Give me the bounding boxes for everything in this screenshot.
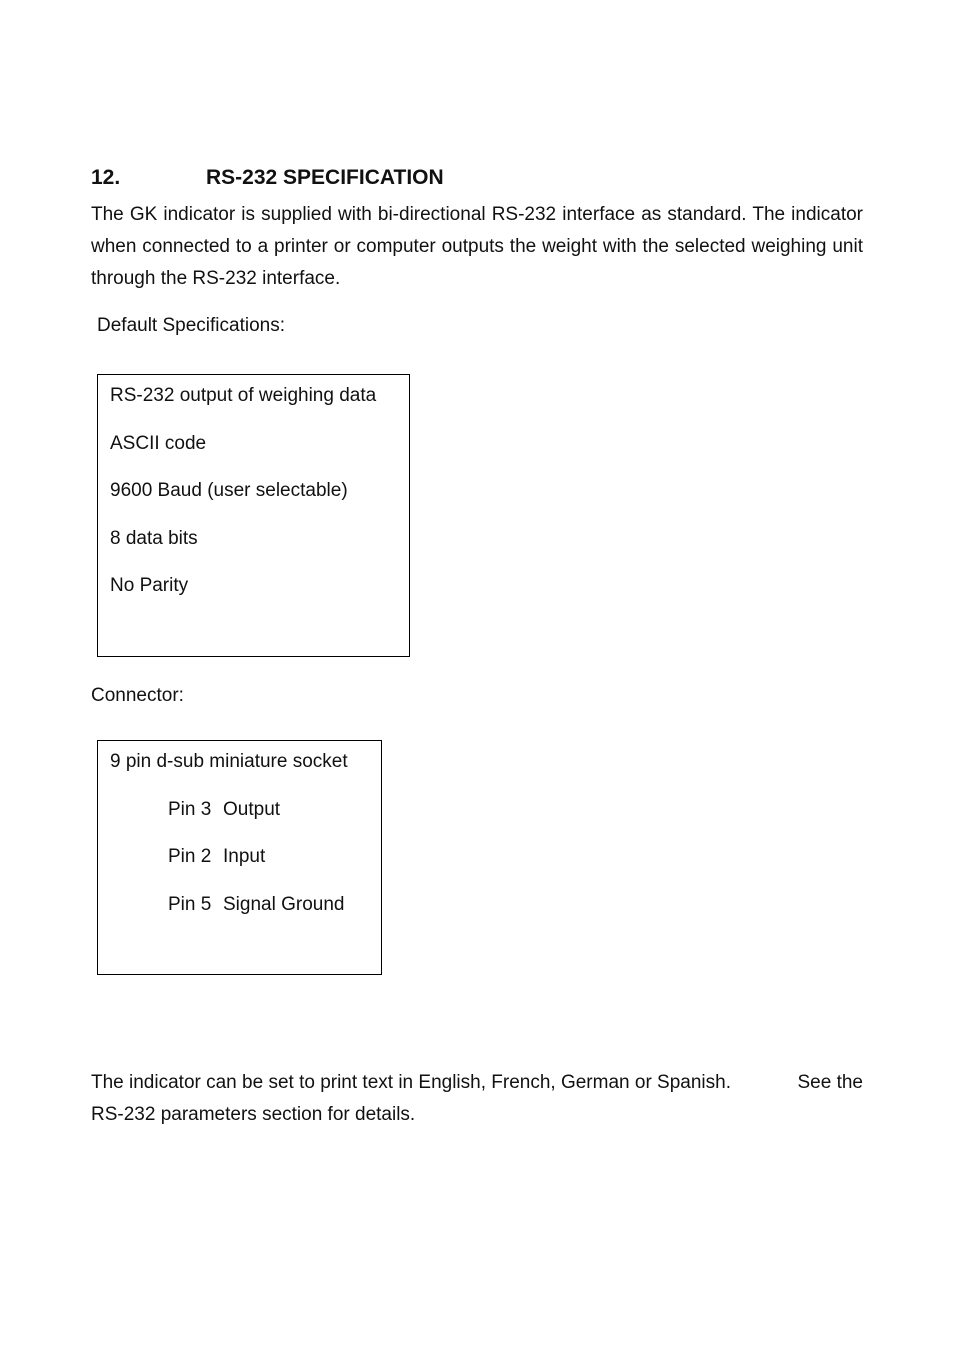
connector-box xyxy=(97,740,382,975)
outro-line-1 xyxy=(91,1067,863,1099)
default-specs-label: Default Specifications: xyxy=(97,315,285,336)
pin-row xyxy=(110,844,381,892)
pin-signal: Signal Ground xyxy=(223,893,345,915)
outro-paragraph xyxy=(91,1067,863,1131)
section-number: 12. xyxy=(91,166,121,189)
spec-item: No Parity xyxy=(110,575,189,596)
default-specs-box xyxy=(97,374,410,657)
outro-text-a: The indicator can be set to print text in English, French, German or Spanish. xyxy=(91,1072,731,1093)
pin-number: Pin 5 xyxy=(168,893,212,915)
outro-line-2: RS-232 parameters section for details. xyxy=(91,1104,416,1125)
pin-signal: Input xyxy=(223,846,266,867)
pin-row xyxy=(110,892,381,940)
pin-row xyxy=(110,797,381,845)
intro-paragraph: The GK indicator is supplied with bi-directional RS-232 interface as standard. The indicator when connected to a printer or computer outputs the weight with the selected weighing unit through the RS-232 interface. xyxy=(91,204,863,289)
section-heading xyxy=(91,164,444,192)
connector-socket: 9 pin d-sub miniature socket xyxy=(110,751,348,772)
section-title: RS-232 SPECIFICATION xyxy=(206,166,444,189)
pin-number: Pin 2 xyxy=(168,846,212,867)
pin-number: Pin 3 xyxy=(168,798,212,820)
connector-label: Connector: xyxy=(91,685,184,706)
outro-text-b: See the xyxy=(797,1072,863,1093)
spec-item: ASCII code xyxy=(110,432,207,454)
pin-signal: Output xyxy=(223,798,281,820)
spec-item: 8 data bits xyxy=(110,527,198,549)
spec-item: 9600 Baud (user selectable) xyxy=(110,480,348,501)
spec-item: RS-232 output of weighing data xyxy=(110,385,377,406)
